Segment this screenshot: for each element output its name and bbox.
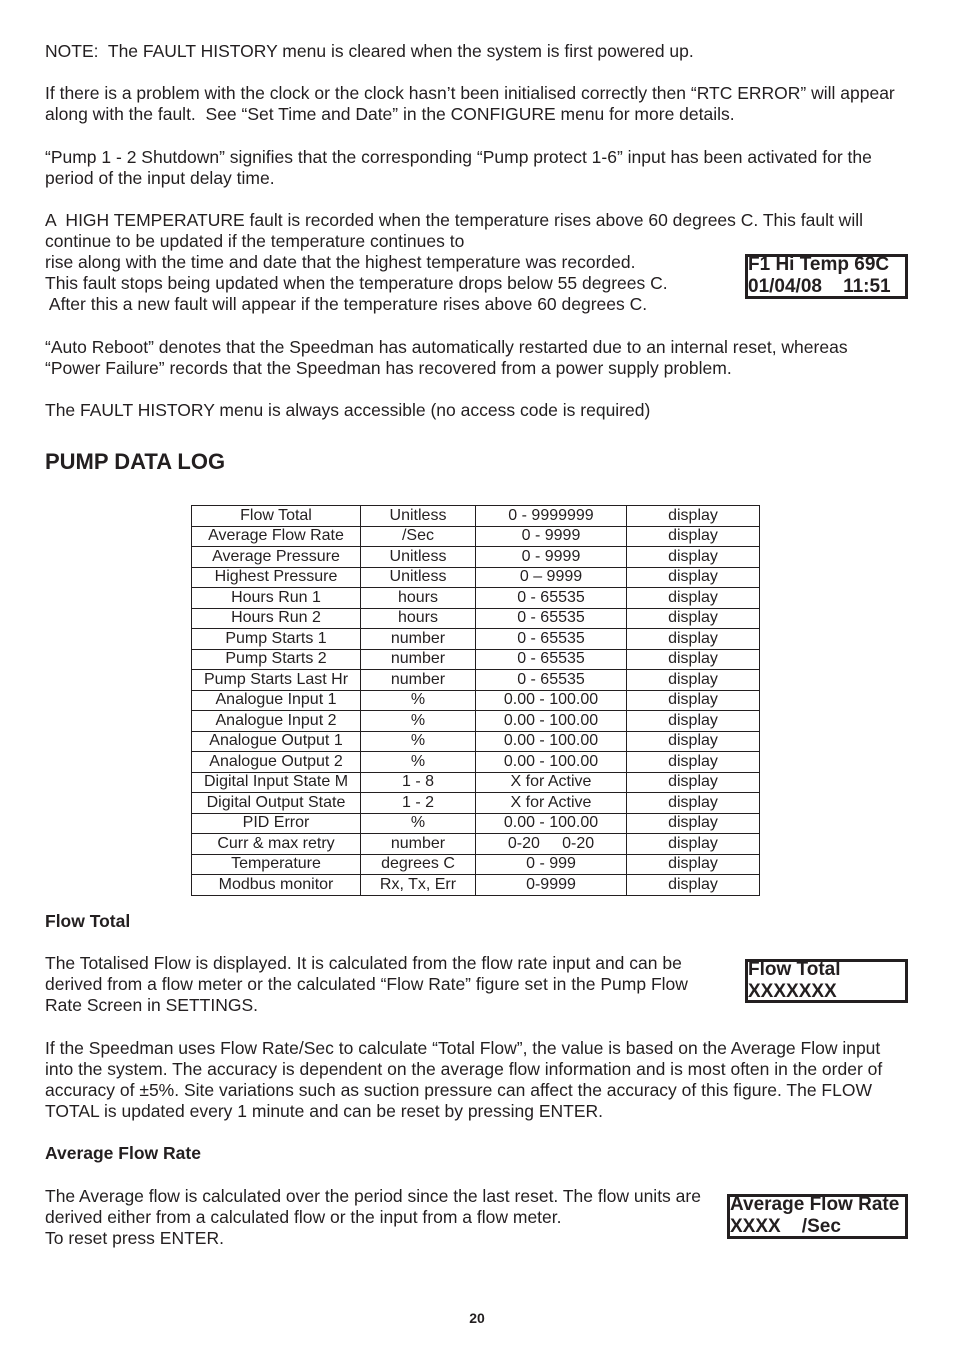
average-flow-rate-lcd-display	[727, 1194, 908, 1239]
high-temperature-lcd-display	[745, 254, 908, 299]
flow-total-intro-line: The Totalised Flow is displayed. It is calculated from the flow rate input and can be	[45, 953, 682, 973]
high-temperature-line: This fault stops being updated when the temperature drops below 55 degrees C.	[45, 273, 668, 293]
parameter-cell: Digital Input State M	[192, 772, 361, 793]
mode-cell: display	[627, 793, 760, 814]
parameter-cell: Average Flow Rate	[192, 526, 361, 547]
auto-reboot-line: “Power Failure” records that the Speedman has recovered from a power supply problem.	[45, 358, 732, 378]
lcd-line: Flow Total	[748, 959, 841, 980]
parameter-cell: Pump Starts 1	[192, 629, 361, 650]
mode-cell: display	[627, 875, 760, 896]
units-cell: degrees C	[361, 854, 476, 875]
range-cell: 0.00 - 100.00	[476, 690, 627, 711]
parameter-cell: Digital Output State	[192, 793, 361, 814]
pump-data-log-table	[191, 505, 760, 896]
lcd-line: 01/04/08 11:51	[748, 276, 891, 297]
mode-cell: display	[627, 608, 760, 629]
flow-total-detail-line: TOTAL is updated every 1 minute and can be reset by pressing ENTER.	[45, 1101, 604, 1121]
mode-cell: display	[627, 772, 760, 793]
pump-shutdown-paragraph	[45, 147, 872, 189]
table-row	[192, 772, 760, 793]
mode-cell: display	[627, 711, 760, 732]
mode-cell: display	[627, 506, 760, 527]
mode-cell: display	[627, 588, 760, 609]
parameter-cell: Average Pressure	[192, 547, 361, 568]
table-row	[192, 875, 760, 896]
mode-cell: display	[627, 813, 760, 834]
high-temperature-line: continue to be updated if the temperature continues to	[45, 231, 465, 251]
access-text: The FAULT HISTORY menu is always accessible (no access code is required)	[45, 400, 651, 420]
average-flow-rate-line: derived either from a calculated flow or the input from a flow meter.	[45, 1207, 562, 1227]
units-cell: %	[361, 711, 476, 732]
table-row	[192, 506, 760, 527]
range-cell: 0 - 999	[476, 854, 627, 875]
auto-reboot-paragraph	[45, 337, 848, 379]
flow-total-intro-paragraph	[45, 953, 688, 1016]
table-row	[192, 649, 760, 670]
table-row	[192, 711, 760, 732]
lcd-line: XXXX /Sec	[730, 1216, 841, 1237]
pump-shutdown-line: “Pump 1 - 2 Shutdown” signifies that the corresponding “Pump protect 1-6” input has been activated for the	[45, 147, 872, 167]
flow-total-intro-line: derived from a flow meter or the calculated “Flow Rate” figure set in the Pump Flow	[45, 974, 688, 994]
units-cell: number	[361, 629, 476, 650]
flow-total-detail-line: accuracy of ±5%. Site variations such as suction pressure can affect the accuracy of this figure. The FLOW	[45, 1080, 872, 1100]
flow-total-heading-text: Flow Total	[45, 911, 131, 931]
mode-cell: display	[627, 629, 760, 650]
table-row	[192, 670, 760, 691]
range-cell: 0 - 65535	[476, 588, 627, 609]
average-flow-rate-paragraph	[45, 1186, 701, 1249]
note-paragraph	[45, 41, 694, 62]
mode-cell: display	[627, 547, 760, 568]
flow-total-detail-line: If the Speedman uses Flow Rate/Sec to calculate “Total Flow”, the value is based on the Average Flow input	[45, 1038, 881, 1058]
rtc-error-line: If there is a problem with the clock or the clock hasn’t been initialised correctly then “RTC ERROR” will appear	[45, 83, 895, 103]
units-cell: %	[361, 752, 476, 773]
parameter-cell: Analogue Input 2	[192, 711, 361, 732]
table-row	[192, 813, 760, 834]
table-row	[192, 629, 760, 650]
range-cell: 0 – 9999	[476, 567, 627, 588]
mode-cell: display	[627, 731, 760, 752]
parameter-cell: Temperature	[192, 854, 361, 875]
units-cell: %	[361, 731, 476, 752]
pump-data-log-heading: PUMP DATA LOG	[45, 449, 226, 474]
units-cell: hours	[361, 608, 476, 629]
range-cell: 0 - 65535	[476, 629, 627, 650]
units-cell: number	[361, 670, 476, 691]
average-flow-rate-line: The Average flow is calculated over the period since the last reset. The flow units are	[45, 1186, 701, 1206]
table-row	[192, 588, 760, 609]
average-flow-rate-line: To reset press ENTER.	[45, 1228, 224, 1248]
table-row	[192, 793, 760, 814]
mode-cell: display	[627, 752, 760, 773]
range-cell: 0.00 - 100.00	[476, 752, 627, 773]
mode-cell: display	[627, 834, 760, 855]
parameter-cell: Highest Pressure	[192, 567, 361, 588]
rtc-error-paragraph	[45, 83, 895, 125]
range-cell: 0.00 - 100.00	[476, 731, 627, 752]
range-cell: 0.00 - 100.00	[476, 813, 627, 834]
high-temperature-line: After this a new fault will appear if the temperature rises above 60 degrees C.	[45, 294, 648, 314]
flow-total-intro-line: Rate Screen in SETTINGS.	[45, 995, 258, 1015]
page-number: 20	[469, 1310, 485, 1326]
range-cell: 0 - 9999	[476, 526, 627, 547]
table-row	[192, 526, 760, 547]
flow-total-detail-paragraph	[45, 1038, 882, 1122]
mode-cell: display	[627, 854, 760, 875]
auto-reboot-line: “Auto Reboot” denotes that the Speedman has automatically restarted due to an internal reset, whereas	[45, 337, 848, 357]
parameter-cell: Curr & max retry	[192, 834, 361, 855]
flow-total-detail-line: into the system. The accuracy is dependent on the average flow information and is most often in the order of	[45, 1059, 883, 1079]
units-cell: 1 - 2	[361, 793, 476, 814]
units-cell: hours	[361, 588, 476, 609]
range-cell: 0 - 65535	[476, 649, 627, 670]
high-temperature-paragraph	[45, 210, 863, 315]
table-row	[192, 547, 760, 568]
mode-cell: display	[627, 670, 760, 691]
flow-total-lcd-display	[745, 959, 908, 1003]
units-cell: %	[361, 813, 476, 834]
lcd-line: Average Flow Rate	[730, 1194, 900, 1215]
note-text: NOTE: The FAULT HISTORY menu is cleared when the system is first powered up.	[45, 41, 694, 61]
high-temperature-line: A HIGH TEMPERATURE fault is recorded when the temperature rises above 60 degrees C. This fault will	[45, 210, 863, 230]
table-row	[192, 834, 760, 855]
units-cell: number	[361, 649, 476, 670]
table-row	[192, 731, 760, 752]
pump-shutdown-line: period of the input delay time.	[45, 168, 275, 188]
table-row	[192, 567, 760, 588]
table-row	[192, 752, 760, 773]
range-cell: 0.00 - 100.00	[476, 711, 627, 732]
mode-cell: display	[627, 690, 760, 711]
table-row	[192, 690, 760, 711]
range-cell: 0 - 65535	[476, 670, 627, 691]
parameter-cell: Hours Run 1	[192, 588, 361, 609]
range-cell: X for Active	[476, 772, 627, 793]
mode-cell: display	[627, 526, 760, 547]
units-cell: Unitless	[361, 547, 476, 568]
units-cell: %	[361, 690, 476, 711]
parameter-cell: Analogue Input 1	[192, 690, 361, 711]
range-cell: 0-20 0-20	[476, 834, 627, 855]
range-cell: 0-9999	[476, 875, 627, 896]
parameter-cell: Analogue Output 1	[192, 731, 361, 752]
high-temperature-line: rise along with the time and date that the highest temperature was recorded.	[45, 252, 636, 272]
parameter-cell: Hours Run 2	[192, 608, 361, 629]
range-cell: 0 - 9999	[476, 547, 627, 568]
table-row	[192, 854, 760, 875]
access-paragraph	[45, 400, 650, 421]
average-flow-rate-heading-text: Average Flow Rate	[45, 1143, 201, 1163]
mode-cell: display	[627, 567, 760, 588]
units-cell: 1 - 8	[361, 772, 476, 793]
units-cell: number	[361, 834, 476, 855]
average-flow-rate-heading	[45, 1143, 201, 1164]
units-cell: /Sec	[361, 526, 476, 547]
parameter-cell: Modbus monitor	[192, 875, 361, 896]
mode-cell: display	[627, 649, 760, 670]
range-cell: 0 - 9999999	[476, 506, 627, 527]
parameter-cell: PID Error	[192, 813, 361, 834]
rtc-error-line: along with the fault. See “Set Time and Date” in the CONFIGURE menu for more details.	[45, 104, 735, 124]
parameter-cell: Flow Total	[192, 506, 361, 527]
range-cell: 0 - 65535	[476, 608, 627, 629]
lcd-line: F1 Hi Temp 69C	[748, 254, 890, 275]
units-cell: Unitless	[361, 567, 476, 588]
parameter-cell: Pump Starts Last Hr	[192, 670, 361, 691]
flow-total-heading	[45, 911, 130, 932]
range-cell: X for Active	[476, 793, 627, 814]
units-cell: Rx, Tx, Err	[361, 875, 476, 896]
lcd-line: XXXXXXX	[748, 981, 837, 1002]
parameter-cell: Pump Starts 2	[192, 649, 361, 670]
units-cell: Unitless	[361, 506, 476, 527]
parameter-cell: Analogue Output 2	[192, 752, 361, 773]
table-row	[192, 608, 760, 629]
